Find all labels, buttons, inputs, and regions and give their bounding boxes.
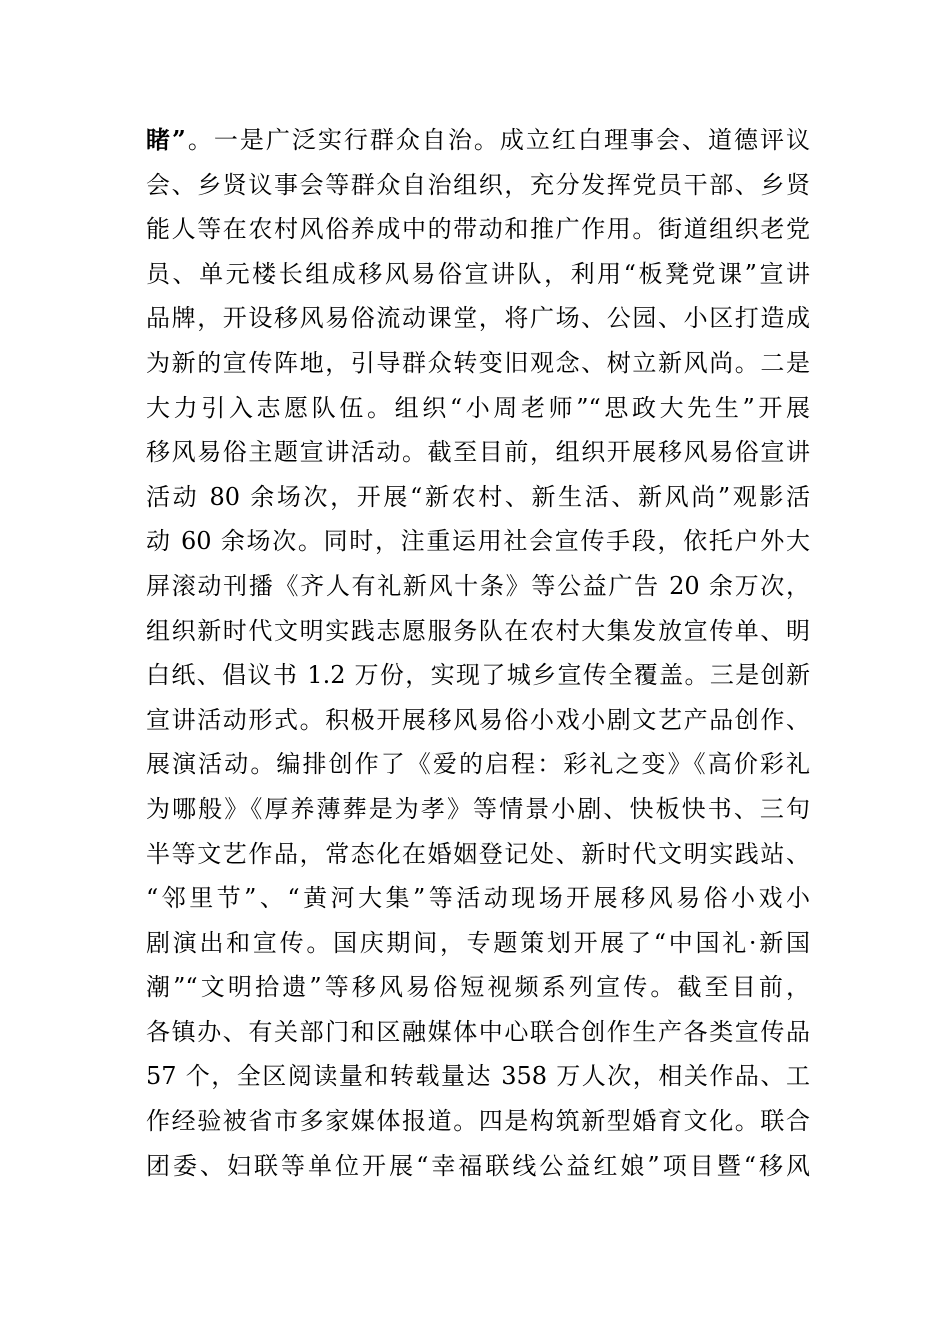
text-line: 宣讲活动形式。积极开展移风易俗小戏小剧文艺产品创作、 bbox=[146, 705, 810, 734]
body-paragraph bbox=[146, 118, 810, 1188]
text-line-lead: 睹” bbox=[146, 125, 186, 154]
text-line: 团委、妇联等单位开展“幸福联线公益红娘”项目暨“移风 bbox=[146, 1151, 810, 1180]
text-line: 能人等在农村风俗养成中的带动和推广作用。街道组织老党 bbox=[146, 215, 810, 244]
text-line: 半等文艺作品，常态化在婚姻登记处、新时代文明实践站、 bbox=[146, 839, 810, 868]
text-line: 为新的宣传阵地，引导群众转变旧观念、树立新风尚。二是 bbox=[146, 348, 810, 377]
text-line: 作经验被省市多家媒体报道。四是构筑新型婚育文化。联合 bbox=[146, 1107, 810, 1136]
text-line: 活动 80 余场次，开展“新农村、新生活、新风尚”观影活 bbox=[146, 482, 810, 511]
text-line: 展演活动。编排创作了《爱的启程：彩礼之变》《高价彩礼 bbox=[146, 750, 810, 779]
text-line: 组织新时代文明实践志愿服务队在农村大集发放宣传单、明 bbox=[146, 616, 810, 645]
text-line: 员、单元楼长组成移风易俗宣讲队，利用“板凳党课”宣讲 bbox=[146, 259, 810, 288]
text-line: 大力引入志愿队伍。组织“小周老师”“思政大先生”开展 bbox=[146, 393, 810, 422]
text-line-rest: 。一是广泛实行群众自治。成立红白理事会、道德评议 bbox=[185, 126, 810, 154]
text-line bbox=[146, 118, 810, 163]
text-line: 屏滚动刊播《齐人有礼新风十条》等公益广告 20 余万次， bbox=[146, 571, 810, 600]
text-line: 57 个，全区阅读量和转载量达 358 万人次，相关作品、工 bbox=[146, 1062, 810, 1091]
text-line: 动 60 余场次。同时，注重运用社会宣传手段，依托户外大 bbox=[146, 527, 810, 556]
text-line: 白纸、倡议书 1.2 万份，实现了城乡宣传全覆盖。三是创新 bbox=[146, 661, 810, 690]
text-line: 会、乡贤议事会等群众自治组织，充分发挥党员干部、乡贤 bbox=[146, 170, 810, 199]
text-line: 潮”“文明拾遗”等移风易俗短视频系列宣传。截至目前， bbox=[146, 973, 810, 1002]
text-line: 各镇办、有关部门和区融媒体中心联合创作生产各类宣传品 bbox=[146, 1017, 810, 1046]
text-line: “邻里节”、“黄河大集”等活动现场开展移风易俗小戏小 bbox=[146, 884, 810, 913]
text-line: 品牌，开设移风易俗流动课堂，将广场、公园、小区打造成 bbox=[146, 304, 810, 333]
text-line: 剧演出和宣传。国庆期间，专题策划开展了“中国礼·新国 bbox=[146, 928, 810, 957]
text-line: 移风易俗主题宣讲活动。截至目前，组织开展移风易俗宣讲 bbox=[146, 438, 810, 467]
text-line: 为哪般》《厚养薄葬是为孝》等情景小剧、快板快书、三句 bbox=[146, 794, 810, 823]
